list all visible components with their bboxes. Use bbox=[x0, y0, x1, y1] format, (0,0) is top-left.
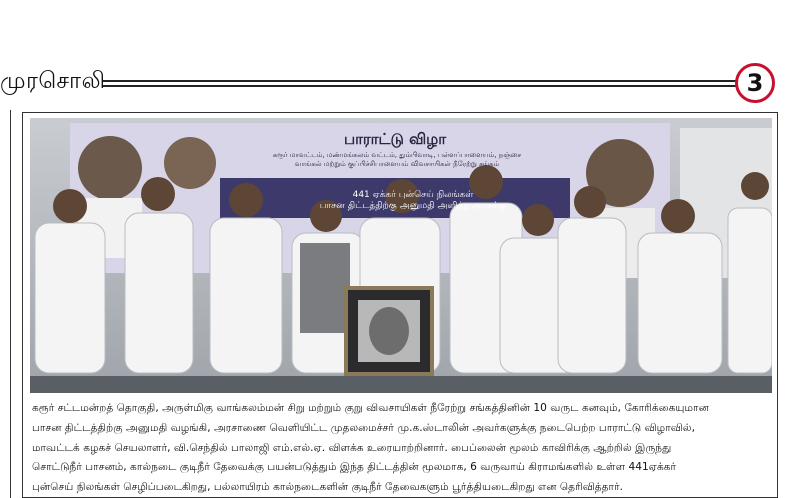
column-divider bbox=[10, 110, 11, 498]
publication-name: முரசொலி bbox=[0, 68, 106, 94]
banner-highlight bbox=[258, 190, 568, 212]
caption-line: புன்செய் நிலங்கள் செழிப்படைகிறது, பல்லாயிரம் கால்நடைகளின் குடிநீர் தேவைகளும் பூர்த்தியடைகிறது என தெரிவித்தார். bbox=[32, 481, 623, 494]
banner-subtitle-line: கரூர் மாவட்டம், மண்மங்கலம் வட்டம், தும்பிவாடி, பள்ளப்பாளையம், நஞ்சை bbox=[272, 151, 522, 159]
banner-title: பாராட்டு விழா bbox=[343, 130, 447, 148]
caption-line: கரூர் சட்டமன்றத் தொகுதி, அருள்மிகு வாங்கலம்மன் சிறு மற்றும் குறு விவசாயிகள் நீரேற்று சங்கத்தினின் 10 வருட கனவும், கோரிக்கையுமான bbox=[32, 402, 709, 414]
banner-highlight-line: பாசன திட்டத்திற்கு அனுமதி அளித்த அரசுக்கு bbox=[319, 201, 507, 211]
photo-caption bbox=[32, 399, 772, 498]
caption-line: மாவட்டக் கழகச் செயலாளர், வி.செந்தில் பாலாஜி எம்.எல்.ஏ. விளக்க உரையாற்றினார். பைப்லைன் மூலம் காவிரிக்கு ஆற்றில் இருந்து bbox=[32, 441, 672, 454]
banner-subtitle bbox=[242, 151, 552, 169]
event-photo bbox=[30, 118, 772, 393]
caption-line: பாசன திட்டத்திற்கு அனுமதி வழங்கி, அரசாணை வெளியிட்ட முதலமைச்சர் மு.க.ஸ்டாலின் அவர்களுக்கு நடைபெற்ற பாராட்டு விழாவில், bbox=[32, 421, 695, 434]
masthead-rule-double bbox=[103, 85, 736, 87]
banner-subtitle-line: வாங்கல் மற்றும் குப்பிச்சிபாளையம் விவசாயிகள் நீரேற்று சங்கம் bbox=[294, 160, 500, 168]
masthead-rule bbox=[103, 80, 736, 82]
banner-highlight-line: 441 ஏக்கர் புன்செய் நிலங்கள் bbox=[352, 190, 474, 200]
masthead bbox=[0, 62, 800, 102]
page-number-badge: 3 bbox=[735, 63, 775, 103]
caption-line: சொட்டுநீர் பாசனம், கால்நடை குடிநீர் தேவைக்கு பயன்படுத்தும் இந்த திட்டத்தின் மூலமாக, 6 வருவாய் கிராமங்களில் உள்ள 441ஏக்கர் bbox=[32, 461, 677, 474]
